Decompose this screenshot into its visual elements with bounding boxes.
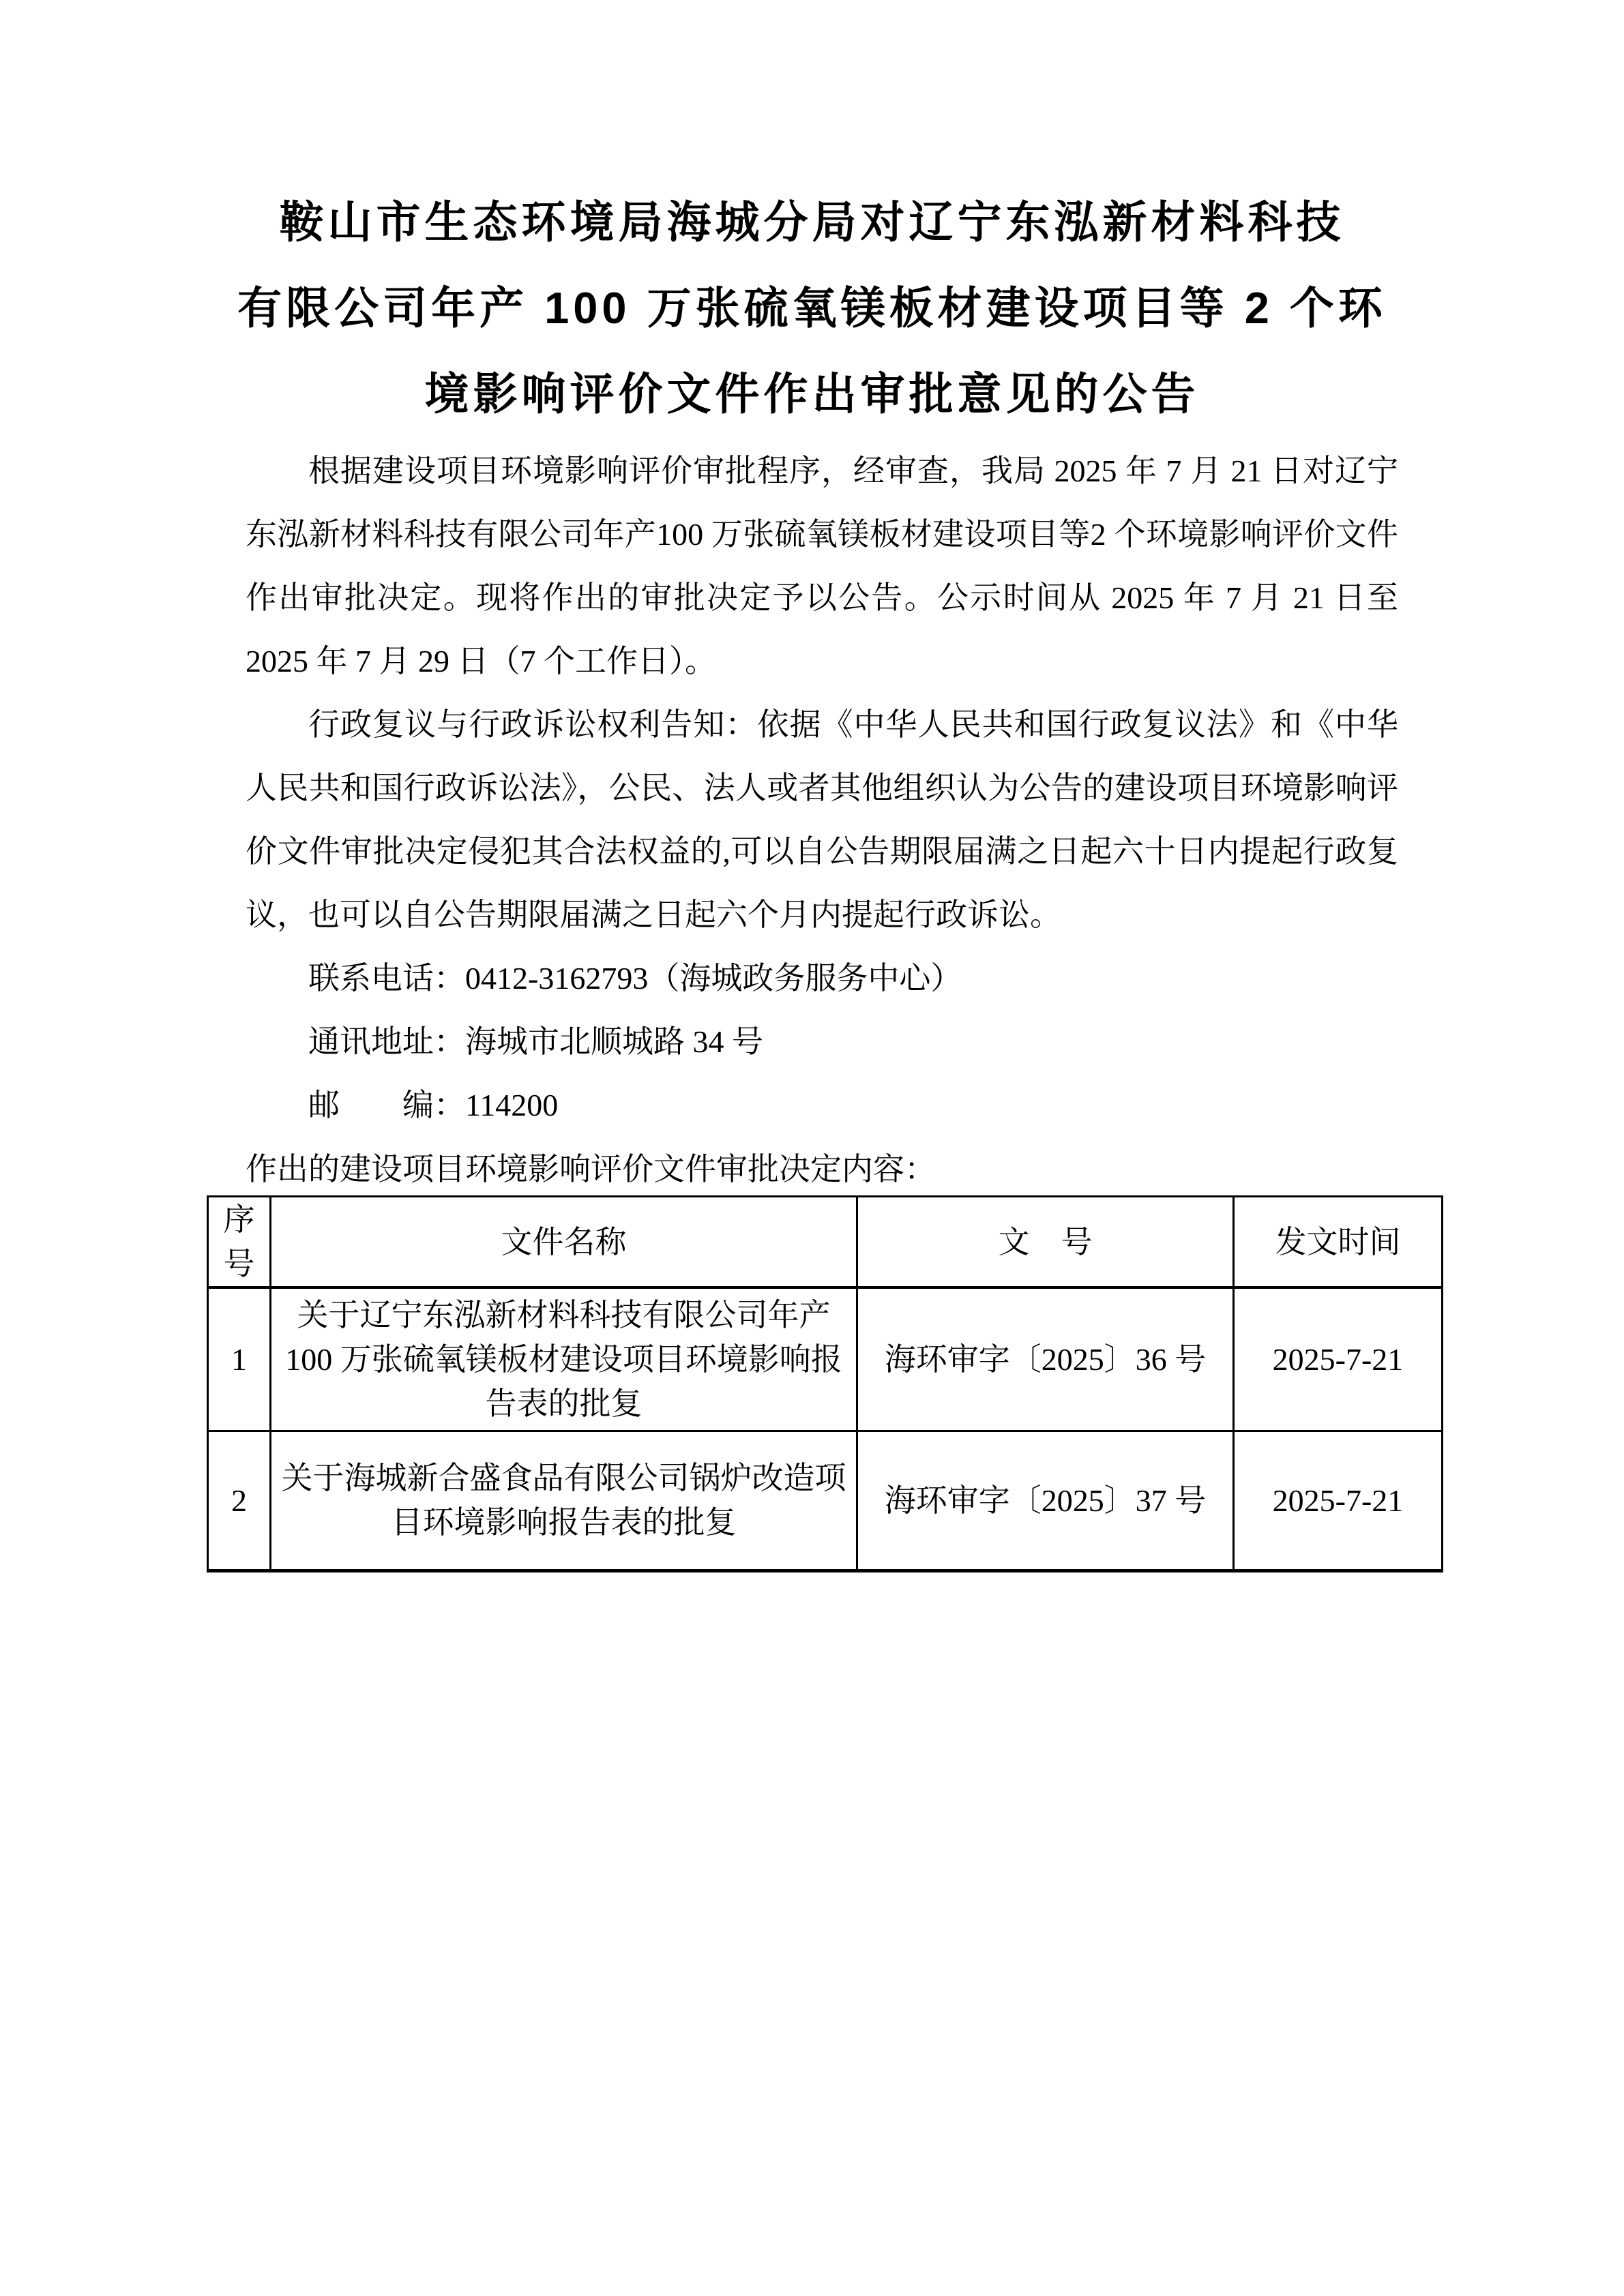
row2-issuedate: 2025-7-21 xyxy=(1234,1431,1443,1570)
row2-filename: 关于海城新合盛食品有限公司锅炉改造项目环境影响报告表的批复 xyxy=(271,1431,857,1570)
contact-postcode: 邮 编：114200 xyxy=(308,1088,559,1122)
paragraph-legal-rights: 行政复议与行政诉讼权利告知：依据《中华人民共和国行政复议法》和《中华人民共和国行政诉讼法》，公民、法人或者其他组织认为公告的建设项目环境影响评价文件审批决定侵犯其合法权益的,可以自公告期限届满之日起六十日内提起行政复议，也可以自公告期限届满之日起六个月内提起行政诉讼。 xyxy=(246,707,1398,932)
paragraph-approval-announcement: 根据建设项目环境影响评价审批程序，经审查，我局 2025 年 7 月 21 日对辽宁东泓新材料科技有限公司年产100 万张硫氧镁板材建设项目等2 个环境影响评价文件作出审批决定。现将作出的审批决定予以公告。公示时间从 2025 年 7 月 21 日至 2025 年 7 月 29 日（7 个工作日）。 xyxy=(246,453,1398,679)
title-line-3: 境影响评价文件作出审批意见的公告 xyxy=(424,369,1200,419)
approval-decision-table xyxy=(207,1195,1443,1572)
table-row-1 xyxy=(208,1287,1443,1431)
row2-docnumber: 海环审字〔2025〕37 号 xyxy=(857,1431,1234,1570)
row1-filename: 关于辽宁东泓新材料科技有限公司年产100 万张硫氧镁板材建设项目环境影响报告表的批复 xyxy=(271,1287,857,1431)
table-intro: 作出的建设项目环境影响评价文件审批决定内容： xyxy=(246,1152,936,1187)
col-header-filename: 文件名称 xyxy=(271,1197,857,1288)
title-line-1: 鞍山市生态环境局海城分局对辽宁东泓新材料科技 xyxy=(279,197,1345,247)
row1-docnumber: 海环审字〔2025〕36 号 xyxy=(857,1287,1234,1431)
contact-phone: 联系电话：0412-3162793（海城政务服务中心） xyxy=(308,961,962,996)
col-header-issuedate: 发文时间 xyxy=(1234,1197,1443,1288)
contact-address: 通讯地址：海城市北顺城路 34 号 xyxy=(308,1024,763,1059)
row1-issuedate: 2025-7-21 xyxy=(1234,1287,1443,1431)
col-header-serial-label: 序号 xyxy=(223,1202,255,1281)
document-body xyxy=(246,439,1398,1190)
table-header-row xyxy=(208,1197,1443,1288)
row1-serial: 1 xyxy=(208,1287,271,1431)
row2-serial: 2 xyxy=(208,1431,271,1570)
title-line-2: 有限公司年产 100 万张硫氧镁板材建设项目等 2 个环 xyxy=(237,283,1387,333)
table-row-2 xyxy=(208,1431,1443,1570)
page-title xyxy=(0,179,1624,437)
col-header-serial xyxy=(208,1197,271,1288)
col-header-docnumber: 文 号 xyxy=(857,1197,1234,1288)
